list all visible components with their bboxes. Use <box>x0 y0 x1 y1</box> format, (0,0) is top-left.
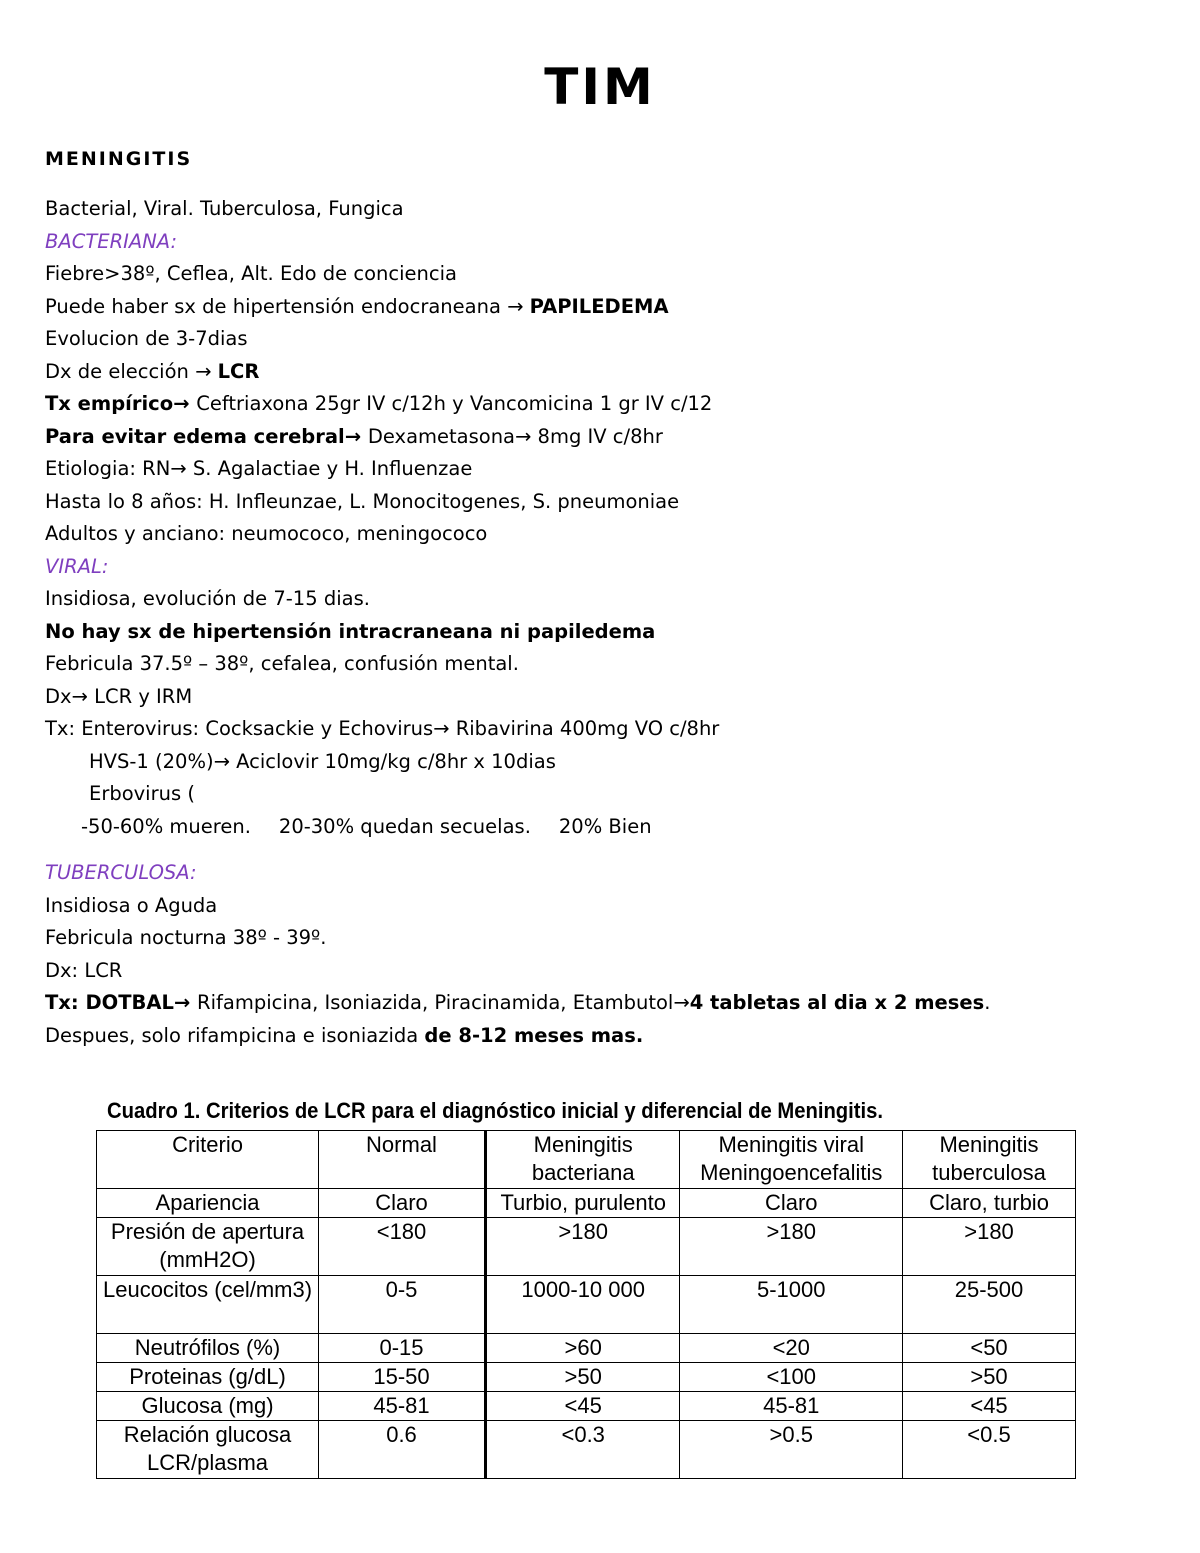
text: 20% Bien <box>558 814 652 838</box>
bold-text: de 8-12 meses mas. <box>424 1023 644 1047</box>
cell: >60 <box>485 1334 680 1363</box>
cell: <20 <box>680 1334 903 1363</box>
cell: >180 <box>485 1218 680 1276</box>
text: . <box>984 991 991 1014</box>
bact-line-6 <box>45 421 1165 454</box>
cell: <45 <box>903 1392 1076 1421</box>
bact-line-4 <box>45 356 1165 389</box>
text: -50-60% mueren. <box>81 814 251 838</box>
text: 20-30% quedan secuelas. <box>278 814 531 838</box>
text: Dx de elección → <box>45 359 218 383</box>
header-viral: Meningitis viral Meningoencefalitis <box>680 1131 903 1189</box>
cell: Glucosa (mg) <box>97 1392 319 1421</box>
header-tuberculosa: Meningitis tuberculosa <box>903 1131 1076 1189</box>
cell: 1000-10 000 <box>485 1276 680 1334</box>
bold-text: Para evitar edema cerebral→ <box>45 424 368 448</box>
tb-line-3: Dx: LCR <box>45 958 123 982</box>
cell: 0.6 <box>319 1421 486 1479</box>
tb-line-5 <box>45 1020 1165 1053</box>
cell: Apariencia <box>97 1189 319 1218</box>
cell: 15-50 <box>319 1363 486 1392</box>
bact-line-8: Hasta lo 8 años: H. Infleunzae, L. Monocitogenes, S. pneumoniae <box>45 489 680 513</box>
cell: >180 <box>680 1218 903 1276</box>
tb-line-1: Insidiosa o Aguda <box>45 893 218 917</box>
table-header-row <box>97 1131 1076 1189</box>
text: Ceftriaxona 25gr IV c/12h y Vancomicina 1 gr IV c/12 <box>196 392 713 415</box>
viral-heading: VIRAL: <box>45 554 109 578</box>
notes-body <box>45 193 1165 1052</box>
cell: Neutrófilos (%) <box>97 1334 319 1363</box>
header-criterio: Criterio <box>97 1131 319 1189</box>
cell: >180 <box>903 1218 1076 1276</box>
tb-line-2: Febricula nocturna 38º - 39º. <box>45 926 327 949</box>
table-row <box>97 1189 1076 1218</box>
cell: 0-15 <box>319 1334 486 1363</box>
section-heading: MENINGITIS <box>45 148 193 170</box>
cell: <180 <box>319 1218 486 1276</box>
types-line: Bacterial, Viral. Tuberculosa, Fungica <box>45 197 404 220</box>
cell: <0.5 <box>903 1421 1076 1479</box>
bold-text: Tx empírico→ <box>45 392 197 415</box>
cell: >50 <box>485 1363 680 1392</box>
viral-line-2: No hay sx de hipertensión intracraneana ni papiledema <box>45 619 656 643</box>
table-row <box>97 1276 1076 1334</box>
cell: Presión de apertura (mmH2O) <box>97 1218 319 1276</box>
viral-line-8 <box>45 811 1165 844</box>
table-row <box>97 1363 1076 1392</box>
bact-line-5 <box>45 388 1165 421</box>
text: Dexametasona→ 8mg IV c/8hr <box>367 424 663 448</box>
viral-line-3: Febricula 37.5º – 38º, cefalea, confusión mental. <box>45 652 519 675</box>
bact-line-3: Evolucion de 3-7dias <box>45 327 248 350</box>
bact-line-1: Fiebre>38º, Ceflea, Alt. Edo de conciencia <box>45 262 457 285</box>
text: Despues, solo rifampicina e isoniazida <box>45 1023 425 1047</box>
table-caption: Cuadro 1. Criterios de LCR para el diagnóstico inicial y diferencial de Meningitis. <box>107 1098 884 1123</box>
header-bacterial: Meningitis bacteriana <box>485 1131 680 1189</box>
bact-line-9: Adultos y anciano: neumococo, meningococo <box>45 522 488 545</box>
cell: 0-5 <box>319 1276 486 1334</box>
cell: >50 <box>903 1363 1076 1392</box>
viral-line-4: Dx→ LCR y IRM <box>45 684 193 708</box>
bold-text: Tx: DOTBAL→ <box>45 991 198 1014</box>
cell: Turbio, purulento <box>485 1189 680 1218</box>
cell: <45 <box>485 1392 680 1421</box>
table-row <box>97 1421 1076 1479</box>
cell: Proteinas (g/dL) <box>97 1363 319 1392</box>
header-normal: Normal <box>319 1131 486 1189</box>
viral-line-6: HVS-1 (20%)→ Aciclovir 10mg/kg c/8hr x 10dias <box>89 749 556 773</box>
bold-text: 4 tabletas al dia x 2 meses <box>689 991 985 1014</box>
text: Puede haber sx de hipertensión endocraneana → <box>45 294 530 318</box>
bact-line-7: Etiologia: RN→ S. Agalactiae y H. Influenzae <box>45 457 473 480</box>
cell: 5-1000 <box>680 1276 903 1334</box>
bacterial-heading: BACTERIANA: <box>45 229 178 253</box>
cell: <0.3 <box>485 1421 680 1479</box>
viral-line-5: Tx: Enterovirus: Cocksackie y Echovirus→ Ribavirina 400mg VO c/8hr <box>45 717 720 740</box>
bold-text: PAPILEDEMA <box>529 294 669 318</box>
bact-line-2 <box>45 291 1165 324</box>
bold-text: LCR <box>217 359 260 383</box>
cell: Claro <box>680 1189 903 1218</box>
text: Rifampicina, Isoniazida, Piracinamida, Etambutol→ <box>197 991 690 1014</box>
cell: Relación glucosa LCR/plasma <box>97 1421 319 1479</box>
cell: Leucocitos (cel/mm3) <box>97 1276 319 1334</box>
tb-line-4 <box>45 987 1165 1020</box>
document-title: TIM <box>544 58 656 116</box>
viral-line-7: Erbovirus ( <box>89 782 195 805</box>
table-row <box>97 1334 1076 1363</box>
lcr-criteria-table <box>96 1130 1076 1479</box>
cell: >0.5 <box>680 1421 903 1479</box>
table-row <box>97 1392 1076 1421</box>
cell: 45-81 <box>680 1392 903 1421</box>
cell: 45-81 <box>319 1392 486 1421</box>
cell: 25-500 <box>903 1276 1076 1334</box>
cell: <50 <box>903 1334 1076 1363</box>
cell: Claro <box>319 1189 486 1218</box>
table-row <box>97 1218 1076 1276</box>
viral-line-1: Insidiosa, evolución de 7-15 dias. <box>45 587 370 610</box>
cell: <100 <box>680 1363 903 1392</box>
tuberculosis-heading: TUBERCULOSA: <box>45 861 197 884</box>
cell: Claro, turbio <box>903 1189 1076 1218</box>
